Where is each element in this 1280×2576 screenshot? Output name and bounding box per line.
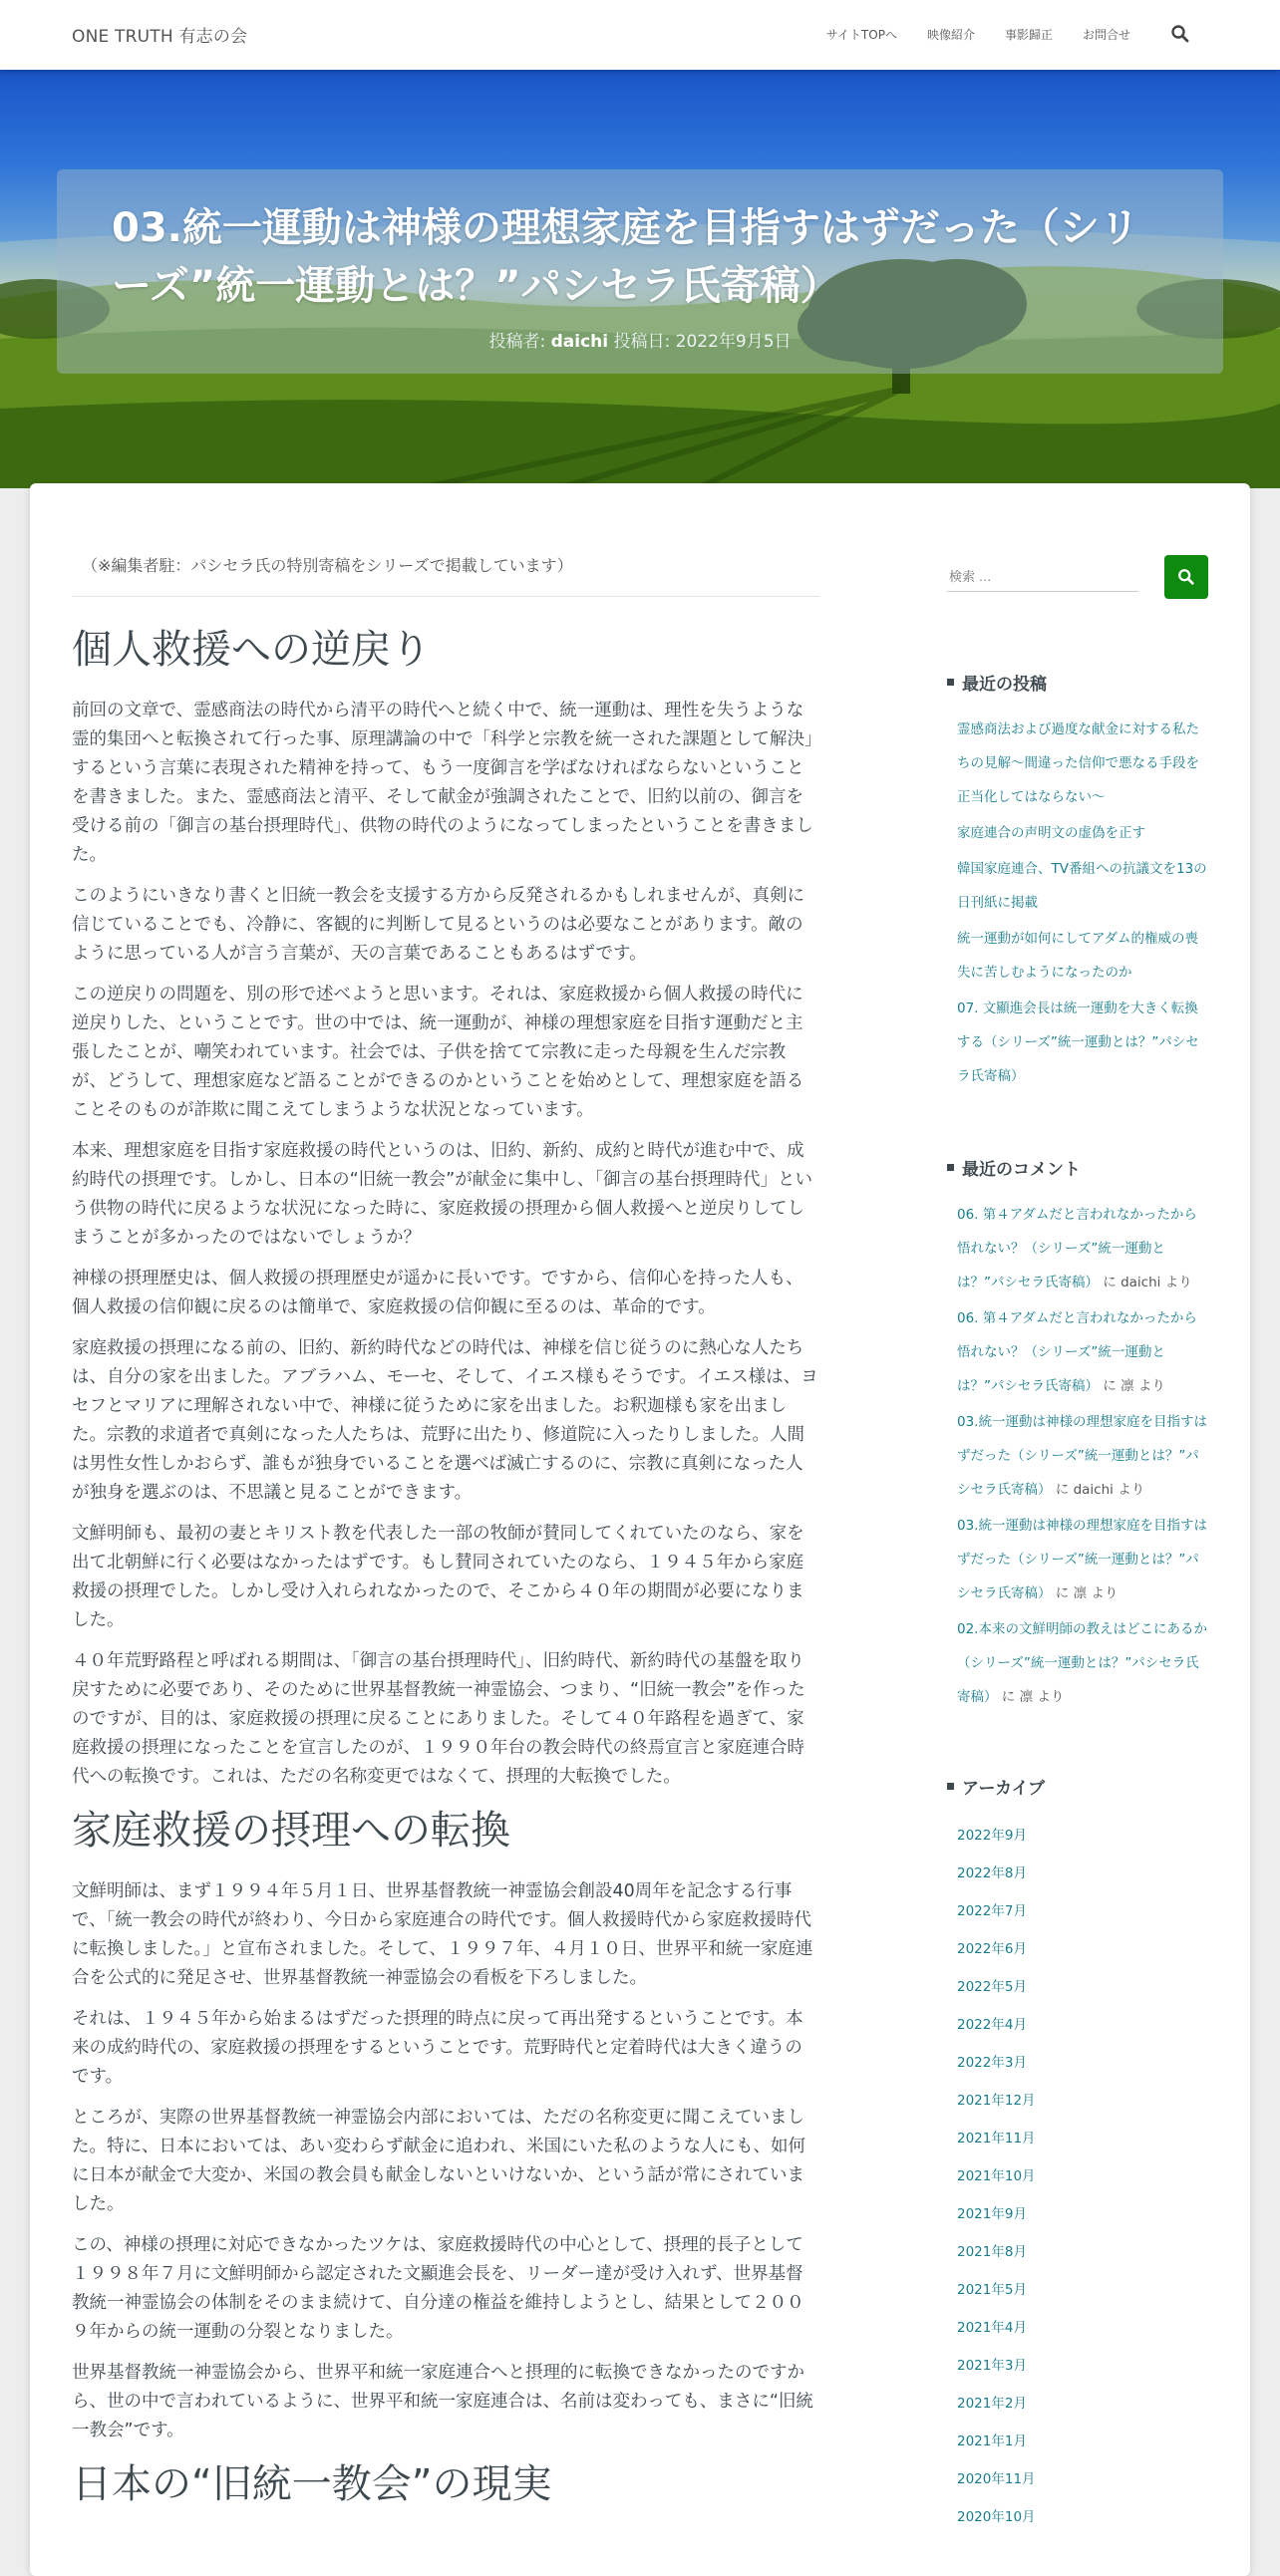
nav-item-correction[interactable]: 事影歸正 [1004,28,1053,42]
archive-link[interactable]: 2021年12月 [957,2093,1036,2109]
recent-comments-widget [947,1155,1208,1714]
hero-banner [0,70,1280,488]
archive-link[interactable]: 2021年5月 [957,2282,1027,2298]
post-author-link[interactable]: daichi [550,332,609,352]
recent-comment-connector: に [997,1689,1020,1705]
archive-link[interactable]: 2021年4月 [957,2320,1027,2336]
search-icon[interactable] [1170,24,1190,44]
paragraph: それは、１９４５年から始まるはずだった摂理的時点に戻って再出発するということです。本来の成約時代の、家庭救援の摂理をするということです。荒野時代と定着時代は大きく違うのです。 [72,2009,803,2087]
recent-comment-suffix: より [1113,1482,1145,1498]
recent-comment-author: daichi [1120,1275,1161,1290]
search-icon [1177,568,1195,586]
recent-comment-post-link[interactable]: 02.本来の文鮮明師の教えはどこにあるか（シリーズ”統一運動とは？”パシセラ氏寄稿） [957,1621,1207,1705]
archive-link[interactable]: 2022年7月 [957,1903,1027,1919]
archive-link[interactable]: 2021年9月 [957,2206,1027,2222]
post-title: 03.統一運動は神様の理想家庭を目指すはずだった（シリーズ”統一運動とは？”パシセラ氏寄稿） [112,205,1139,309]
archive-link[interactable]: 2022年4月 [957,2017,1027,2033]
paragraph: 本来、理想家庭を目指す家庭救援の時代というのは、旧約、新約、成約と時代が進む中で、成約時代の摂理です。しかし、日本の“旧統一教会”が献金に集中し、「御言の基台摂理時代」という供物の時代に戻るような状況になった時に、家庭救援の摂理から個人救援へと逆戻りしてしまうことが多かったのではないでしょうか？ [72,1141,812,1248]
recent-comment-connector: に [1099,1275,1121,1290]
recent-comment-item [957,1612,1208,1714]
recent-post-link[interactable]: 韓国家庭連合、TV番組への抗議文を13の日刊紙に掲載 [957,861,1207,911]
recent-comment-item [957,1301,1208,1403]
widget-title: 最近の投稿 [947,670,1208,695]
nav-item-videos[interactable]: 映像紹介 [926,28,975,42]
recent-comment-connector: に [1051,1482,1074,1498]
recent-post-link[interactable]: 統一運動が如何にしてアダム的権威の喪失に苦しむようになったのか [957,931,1199,981]
recent-comment-post-link[interactable]: 06. 第４アダムだと言われなかったから悟れない？（シリーズ”統一運動とは？”パシセラ氏寄稿） [957,1310,1197,1394]
section-heading: 個人救援への逆戻り [72,627,431,673]
recent-comment-item [957,1405,1208,1507]
site-brand[interactable]: ONE TRUTH 有志の会 [72,27,248,47]
archive-link[interactable]: 2022年6月 [957,1941,1027,1957]
article-content [72,553,819,2531]
paragraph: 文鮮明師は、まず１９９４年５月１日、世界基督教統一神霊協会創設40周年を記念する行事で、「統一教会の時代が終わり、今日から家庭連合の時代です。個人救援時代から家庭救援時代に転換しました。」と宣布されました。そして、１９９７年、４月１０日、世界平和統一家庭連合を公式的に発足させ、世界基督教統一神霊協会の看板を下ろしました。 [72,1881,813,1988]
archive-link[interactable]: 2020年11月 [957,2471,1036,2487]
paragraph: 前回の文章で、霊感商法の時代から清平の時代へと続く中で、統一運動は、理性を失うような霊的集団へと転換されて行った事、原理講論の中で「科学と宗教を統一された課題として解決」するという言葉に表現された精神を持って、もう一度御言を学ばなければならないということを書きました。また、霊感商法と清平、そして献金が強調されたことで、旧約以前の、御言を受ける前の「御言の基台摂理時代」、供物の時代のようになってしまったということを書きました。 [72,701,813,865]
archive-link[interactable]: 2022年9月 [957,1828,1027,1844]
post-meta [0,327,1280,352]
recent-comment-author: 凛 [1120,1378,1134,1394]
recent-comment-suffix: より [1160,1275,1192,1290]
paragraph: 神様の摂理歴史は、個人救援の摂理歴史が遥かに長いです。ですから、信仰心を持った人も、個人救援の信仰観に戻るのは簡単で、家庭救援の信仰観に至るのは、革命的です。 [72,1269,803,1317]
paragraph: 世界基督教統一神霊協会から、世界平和統一家庭連合へと摂理的に転換できなかったのですから、世の中で言われているように、世界平和統一家庭連合は、名前は変わっても、まさに“旧統一教会”です。 [72,2363,813,2440]
paragraph: 家庭救援の摂理になる前の、旧約、新約時代などの時代は、神様を信じ従うのに熱心な人たちは、自分の家を出ました。アブラハム、モーセ、そして、イエス様もそうです。イエス様は、ヨセフとマリアに理解されない中で、神様に従うために家を出ました。お釈迦様も家を出ました。宗教的求道者で真剣になった人たちは、荒野に出たり、修道院に入ったりしました。人間は男性女性しかおらず、誰もが独身でいることを選べば滅亡するのに、宗教に真剣になった人が独身を選ぶのは、不思議と見ることができます。 [72,1338,818,1503]
archive-link[interactable]: 2021年3月 [957,2358,1027,2374]
top-navbar [0,0,1280,70]
archive-link[interactable]: 2021年2月 [957,2396,1027,2412]
recent-comment-suffix: より [1087,1585,1119,1601]
archive-link[interactable]: 2021年8月 [957,2244,1027,2260]
paragraph: ところが、実際の世界基督教統一神霊協会内部においては、ただの名称変更に聞こえていました。特に、日本においては、あい変わらず献金に追われ、米国にいた私のような人にも、如何に日本が献金で大変か、米国の教会員も献金しないといけないか、という話が常にされていました。 [72,2108,806,2214]
recent-post-link[interactable]: 霊感商法および過度な献金に対する私たちの見解～間違った信仰で悪なる手段を正当化してはならない～ [957,721,1199,805]
widget-title: アーカイブ [947,1774,1208,1799]
nav-item-top[interactable]: サイトTOPへ [825,28,897,42]
archive-link[interactable]: 2022年8月 [957,1865,1027,1881]
post-date: 投稿日: 2022年9月5日 [608,332,792,352]
paragraph: ４０年荒野路程と呼ばれる期間は、「御言の基台摂理時代」、旧約時代、新約時代の基盤を取り戻すために必要であり、そのために世界基督教統一神霊協会、つまり、“旧統一教会”を作ったのですが、目的は、家庭救援の摂理に戻ることにありました。そして４０年路程を過ぎて、家庭救援の摂理になったことを宣言したのが、１９９０年台の教会時代の終焉宣言と家庭連合時代への転換です。これは、ただの名称変更ではなくて、摂理的大転換でした。 [72,1651,805,1787]
main-nav [826,26,1130,43]
section-heading: 家庭救援の摂理への転換 [72,1808,510,1854]
recent-comment-post-link[interactable]: 03.統一運動は神様の理想家庭を目指すはずだった（シリーズ”統一運動とは？”パシセラ氏寄稿） [957,1518,1207,1601]
recent-comment-suffix: より [1033,1689,1065,1705]
recent-post-link[interactable]: 家庭連合の声明文の虚偽を正す [957,825,1145,841]
nav-item-contact[interactable]: お問合せ [1082,28,1130,42]
sidebar [947,553,1208,2536]
archive-link[interactable]: 2021年10月 [957,2168,1036,2184]
paragraph: この、神様の摂理に対応できなかったツケは、家庭救援時代の中心として、摂理的長子として１９９８年７月に文鮮明師から認定された文顯進会長を、リーダー達が受け入れず、世界基督教統一神霊協会の体制をそのまま続けて、自分達の権益を維持しようとし、結果として２００９年からの統一運動の分裂となりました。 [72,2235,804,2342]
sidebar-search [947,553,1208,598]
post-meta-prefix: 投稿者: [488,332,551,352]
archives-widget [947,1774,1208,2536]
search-button[interactable] [1164,555,1208,599]
recent-comment-connector: に [1099,1378,1121,1394]
archive-link[interactable]: 2020年10月 [957,2509,1036,2525]
recent-posts-widget [947,670,1208,1093]
recent-comment-item [957,1198,1208,1299]
paragraph: 文鮮明師も、最初の妻とキリスト教を代表した一部の牧師が賛同してくれていたのなら、家を出て北朝鮮に行く必要はなかったはずです。もし賛同されていたのなら、１９４５年から家庭救援の摂理でした。しかし受け入れられなかったので、そこから４０年の期間が必要になりました。 [72,1524,804,1630]
editor-note: （※編集者駐：パシセラ氏の特別寄稿をシリーズで掲載しています） [72,553,819,597]
section-heading: 日本の“旧統一教会”の現実 [72,2461,552,2507]
paragraph: このようにいきなり書くと旧統一教会を支援する方から反発されるかもしれませんが、真剣に信じていることでも、冷静に、客観的に判断して見るというのは必要なことがあります。敵のように思っている人が言う言葉が、天の言葉であることもあるはずです。 [72,886,804,964]
recent-comment-connector: に [1051,1585,1074,1601]
recent-comment-item [957,1509,1208,1610]
paragraph: この逆戻りの問題を、別の形で述べようと思います。それは、家庭救援から個人救援の時代に逆戻りした、ということです。世の中では、統一運動が、神様の理想家庭を目指す運動だと主張したことが、嘲笑われています。社会では、子供を捨てて宗教に走った母親を生んだ宗教が、どうして、理想家庭など語ることができるのかということを始めとして、理想家庭を語ることそのものが詐欺に聞こえてしまうような状況となっています。 [72,985,804,1120]
recent-comment-suffix: より [1133,1378,1165,1394]
recent-comment-author: daichi [1073,1482,1114,1498]
recent-post-link[interactable]: 07. 文顯進会長は統一運動を大きく転換する（シリーズ”統一運動とは？”パシセラ氏寄稿） [957,1001,1199,1084]
recent-comment-post-link[interactable]: 06. 第４アダムだと言われなかったから悟れない？（シリーズ”統一運動とは？”パシセラ氏寄稿） [957,1207,1197,1290]
recent-comment-post-link[interactable]: 03.統一運動は神様の理想家庭を目指すはずだった（シリーズ”統一運動とは？”パシセラ氏寄稿） [957,1414,1207,1498]
archive-link[interactable]: 2022年5月 [957,1979,1027,1995]
recent-comment-author: 凛 [1073,1585,1088,1601]
archive-link[interactable]: 2021年1月 [957,2433,1027,2449]
archive-link[interactable]: 2021年11月 [957,2131,1036,2147]
search-input[interactable] [947,561,1138,592]
widget-title: 最近のコメント [947,1155,1208,1180]
archive-link[interactable]: 2022年3月 [957,2055,1027,2071]
recent-comment-author: 凛 [1019,1689,1034,1705]
